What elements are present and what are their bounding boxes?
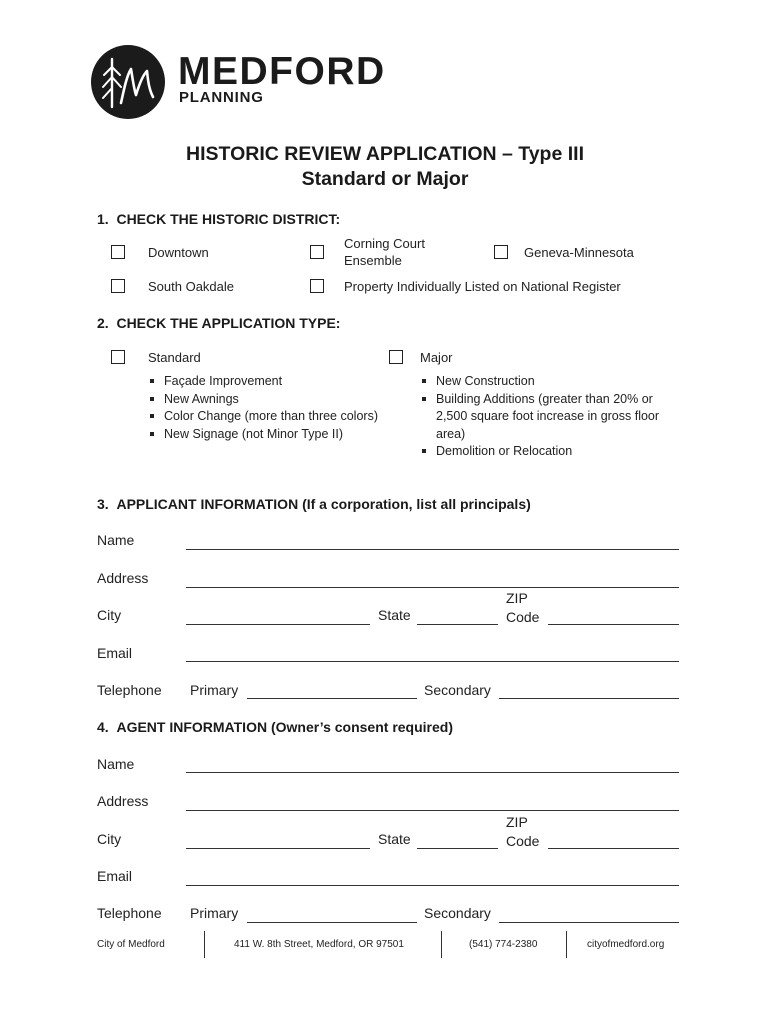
agent-city-field[interactable]	[186, 848, 370, 849]
major-label: Major	[420, 350, 453, 365]
agent-email-field[interactable]	[186, 885, 679, 886]
footer-org: City of Medford	[97, 939, 165, 950]
agent-state-field[interactable]	[417, 848, 498, 849]
list-item: Demolition or Relocation	[420, 443, 680, 461]
standard-items-list	[148, 373, 388, 443]
list-item: Building Additions (greater than 20% or 2,500 square foot increase in gross floor area)	[420, 391, 680, 444]
agent-zip-field[interactable]	[548, 848, 679, 849]
agent-address-label: Address	[97, 793, 149, 809]
list-item: New Signage (not Minor Type II)	[148, 426, 388, 444]
major-items-list	[420, 373, 680, 461]
applicant-primary-label: Primary	[190, 682, 239, 698]
applicant-primary-phone-field[interactable]	[247, 698, 417, 699]
logo-title: MEDFORD	[178, 50, 386, 93]
agent-state-label: State	[378, 831, 411, 847]
standard-label: Standard	[148, 350, 201, 365]
applicant-secondary-label: Secondary	[424, 682, 491, 698]
option-label-corning-court: Corning Court Ensemble	[344, 236, 425, 268]
option-label-downtown: Downtown	[148, 245, 209, 260]
footer-divider	[566, 931, 567, 958]
list-item: New Awnings	[148, 391, 388, 409]
checkbox-national-register[interactable]	[310, 279, 324, 293]
logo-subtitle: PLANNING	[179, 89, 264, 106]
footer-divider	[204, 931, 205, 958]
applicant-name-field[interactable]	[186, 549, 679, 550]
agent-telephone-label: Telephone	[97, 905, 162, 921]
agent-secondary-label: Secondary	[424, 905, 491, 921]
checkbox-standard[interactable]	[111, 350, 125, 364]
applicant-secondary-phone-field[interactable]	[499, 698, 679, 699]
applicant-zip-field[interactable]	[548, 624, 679, 625]
agent-name-label: Name	[97, 756, 135, 772]
applicant-zip-label: ZIP Code	[506, 590, 540, 625]
footer-address: 411 W. 8th Street, Medford, OR 97501	[234, 939, 404, 950]
applicant-email-label: Email	[97, 645, 133, 661]
option-label-geneva-minnesota: Geneva-Minnesota	[524, 245, 634, 260]
footer-website[interactable]: cityofmedford.org	[587, 939, 665, 950]
applicant-address-label: Address	[97, 570, 149, 586]
section-3-heading: 3. APPLICANT INFORMATION (If a corporation, list all principals)	[97, 496, 531, 512]
list-item: Façade Improvement	[148, 373, 388, 391]
agent-address-field[interactable]	[186, 810, 679, 811]
section-1-heading: 1. CHECK THE HISTORIC DISTRICT:	[97, 211, 341, 227]
applicant-state-field[interactable]	[417, 624, 498, 625]
section-2-heading: 2. CHECK THE APPLICATION TYPE:	[97, 315, 341, 331]
checkbox-geneva-minnesota[interactable]	[494, 245, 508, 259]
list-item: Color Change (more than three colors)	[148, 408, 388, 426]
footer-phone: (541) 774-2380	[469, 939, 538, 950]
agent-primary-label: Primary	[190, 905, 239, 921]
agent-secondary-phone-field[interactable]	[499, 922, 679, 923]
checkbox-south-oakdale[interactable]	[111, 279, 125, 293]
section-4-heading: 4. AGENT INFORMATION (Owner’s consent required)	[97, 719, 453, 735]
agent-name-field[interactable]	[186, 772, 679, 773]
agent-city-label: City	[97, 831, 122, 847]
agent-primary-phone-field[interactable]	[247, 922, 417, 923]
medford-logo-icon	[91, 45, 165, 119]
footer-divider	[441, 931, 442, 958]
applicant-state-label: State	[378, 607, 411, 623]
agent-email-label: Email	[97, 868, 133, 884]
option-label-south-oakdale: South Oakdale	[148, 279, 235, 294]
document-subtitle: Standard or Major	[301, 168, 469, 190]
checkbox-major[interactable]	[389, 350, 403, 364]
checkbox-corning-court[interactable]	[310, 245, 324, 259]
checkbox-downtown[interactable]	[111, 245, 125, 259]
document-title: HISTORIC REVIEW APPLICATION – Type III	[186, 143, 584, 165]
applicant-email-field[interactable]	[186, 661, 679, 662]
applicant-address-field[interactable]	[186, 587, 679, 588]
applicant-city-label: City	[97, 607, 122, 623]
option-label-national-register: Property Individually Listed on National Register	[344, 279, 621, 294]
agent-zip-label: ZIP Code	[506, 814, 540, 849]
list-item: New Construction	[420, 373, 680, 391]
applicant-telephone-label: Telephone	[97, 682, 162, 698]
applicant-name-label: Name	[97, 532, 135, 548]
applicant-city-field[interactable]	[186, 624, 370, 625]
